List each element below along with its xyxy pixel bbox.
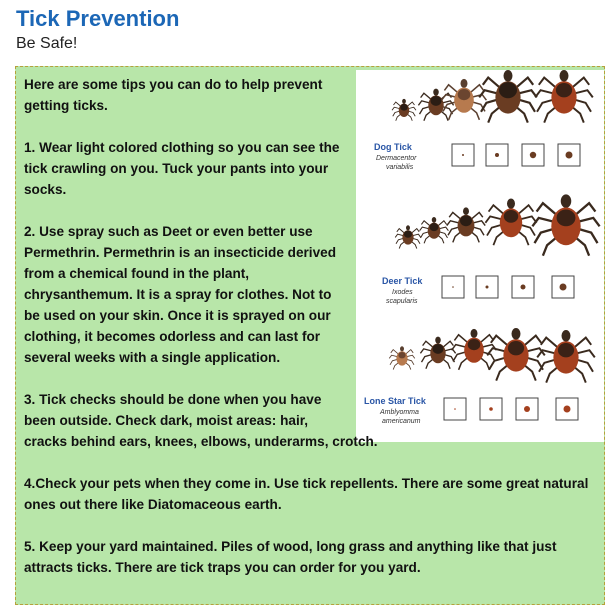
tips-box: [15, 66, 605, 605]
lone-star-tick-latin-species: americanum: [382, 418, 421, 425]
deer-tick-name: Deer Tick: [382, 276, 423, 286]
tip-item-3-text: [24, 389, 600, 452]
tip-item-2: 2. Use spray such as Deet or even better use Permethrin. Permethrin is an insecticide derived from a chemical found in the plant, chrysanthemum. It is a spray for clothes. Not to be used on your skin. Once it is sprayed on our clothing, it becomes odorless and can last for several weeks with a single application.: [24, 224, 337, 365]
tips-text: [24, 74, 600, 578]
lone-star-tick-name: Lone Star Tick: [364, 396, 426, 406]
dog-tick-name: Dog Tick: [374, 142, 412, 152]
page-subtitle: Be Safe!: [16, 35, 78, 52]
tip-item-3-part-b: cracks behind ears, knees, elbows, underarms, crotch.: [24, 434, 378, 449]
dog-tick-latin-genus: Dermacentor: [376, 155, 417, 162]
page-title: Tick Prevention: [16, 6, 180, 31]
lone-star-tick-latin-genus: Amblyomma: [380, 409, 419, 416]
tip-item-4: 4.Check your pets when they come in. Use tick repellents. There are some great natural ones out there like Diatomaceous earth.: [24, 476, 589, 512]
tips-intro: Here are some tips you can do to help prevent getting ticks.: [24, 77, 323, 113]
tip-item-3: [24, 389, 600, 452]
tip-item-3-part-a: 3. Tick checks should be done when you have been outside. Check dark, moist areas: hair,: [24, 392, 322, 428]
deer-tick-latin-species: scapularis: [386, 298, 418, 305]
tip-item-1: 1. Wear light colored clothing so you can see the tick crawling on you. Tuck your pants into your socks.: [24, 140, 340, 197]
deer-tick-latin-genus: Ixodes: [392, 289, 413, 296]
dog-tick-latin-species: variabilis: [386, 164, 414, 171]
tip-item-5: 5. Keep your yard maintained. Piles of wood, long grass and anything like that just attracts ticks. There are tick traps you can order for you yard.: [24, 539, 557, 575]
